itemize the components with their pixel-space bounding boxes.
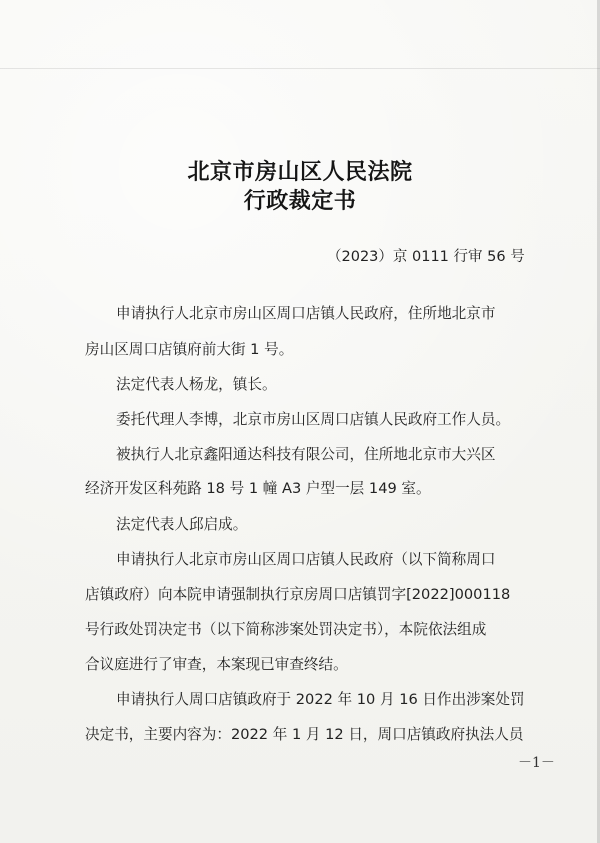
paragraph-line: 房山区周口店镇府前大街 1 号。 (85, 341, 294, 358)
paragraph-line: 申请执行人北京市房山区周口店镇人民政府（以下简称周口 (116, 551, 496, 568)
paragraph-line: 申请执行人周口店镇政府于 2022 年 10 月 16 日作出涉案处罚 (116, 691, 525, 708)
paragraph-line: 合议庭进行了审查，本案现已审查终结。 (85, 656, 348, 673)
paragraph-line: 申请执行人北京市房山区周口店镇人民政府，住所地北京市 (116, 305, 496, 322)
scan-fold-line (0, 68, 600, 69)
paragraph-line: 委托代理人李博，北京市房山区周口店镇人民政府工作人员。 (116, 411, 511, 428)
paragraph-line: 经济开发区科苑路 18 号 1 幢 A3 户型一层 149 室。 (85, 480, 431, 497)
case-number: （2023）京 0111 行审 56 号 (327, 249, 525, 265)
paragraph-line: 被执行人北京鑫阳通达科技有限公司，住所地北京市大兴区 (116, 446, 496, 463)
paragraph-line: 店镇政府）向本院申请强制执行京房周口店镇罚字[2022]000118 (85, 586, 511, 603)
paragraph-line: 法定代表人杨龙，镇长。 (116, 376, 277, 393)
paragraph-line: 决定书，主要内容为：2022 年 1 月 12 日，周口店镇政府执法人员 (85, 726, 524, 743)
court-name: 北京市房山区人民法院 (187, 159, 413, 185)
paragraph-line: 号行政处罚决定书（以下简称涉案处罚决定书），本院依法组成 (85, 621, 487, 638)
page-number: －1－ (518, 755, 555, 771)
document-type: 行政裁定书 (243, 188, 357, 214)
paragraph-line: 法定代表人邱启成。 (116, 516, 248, 533)
